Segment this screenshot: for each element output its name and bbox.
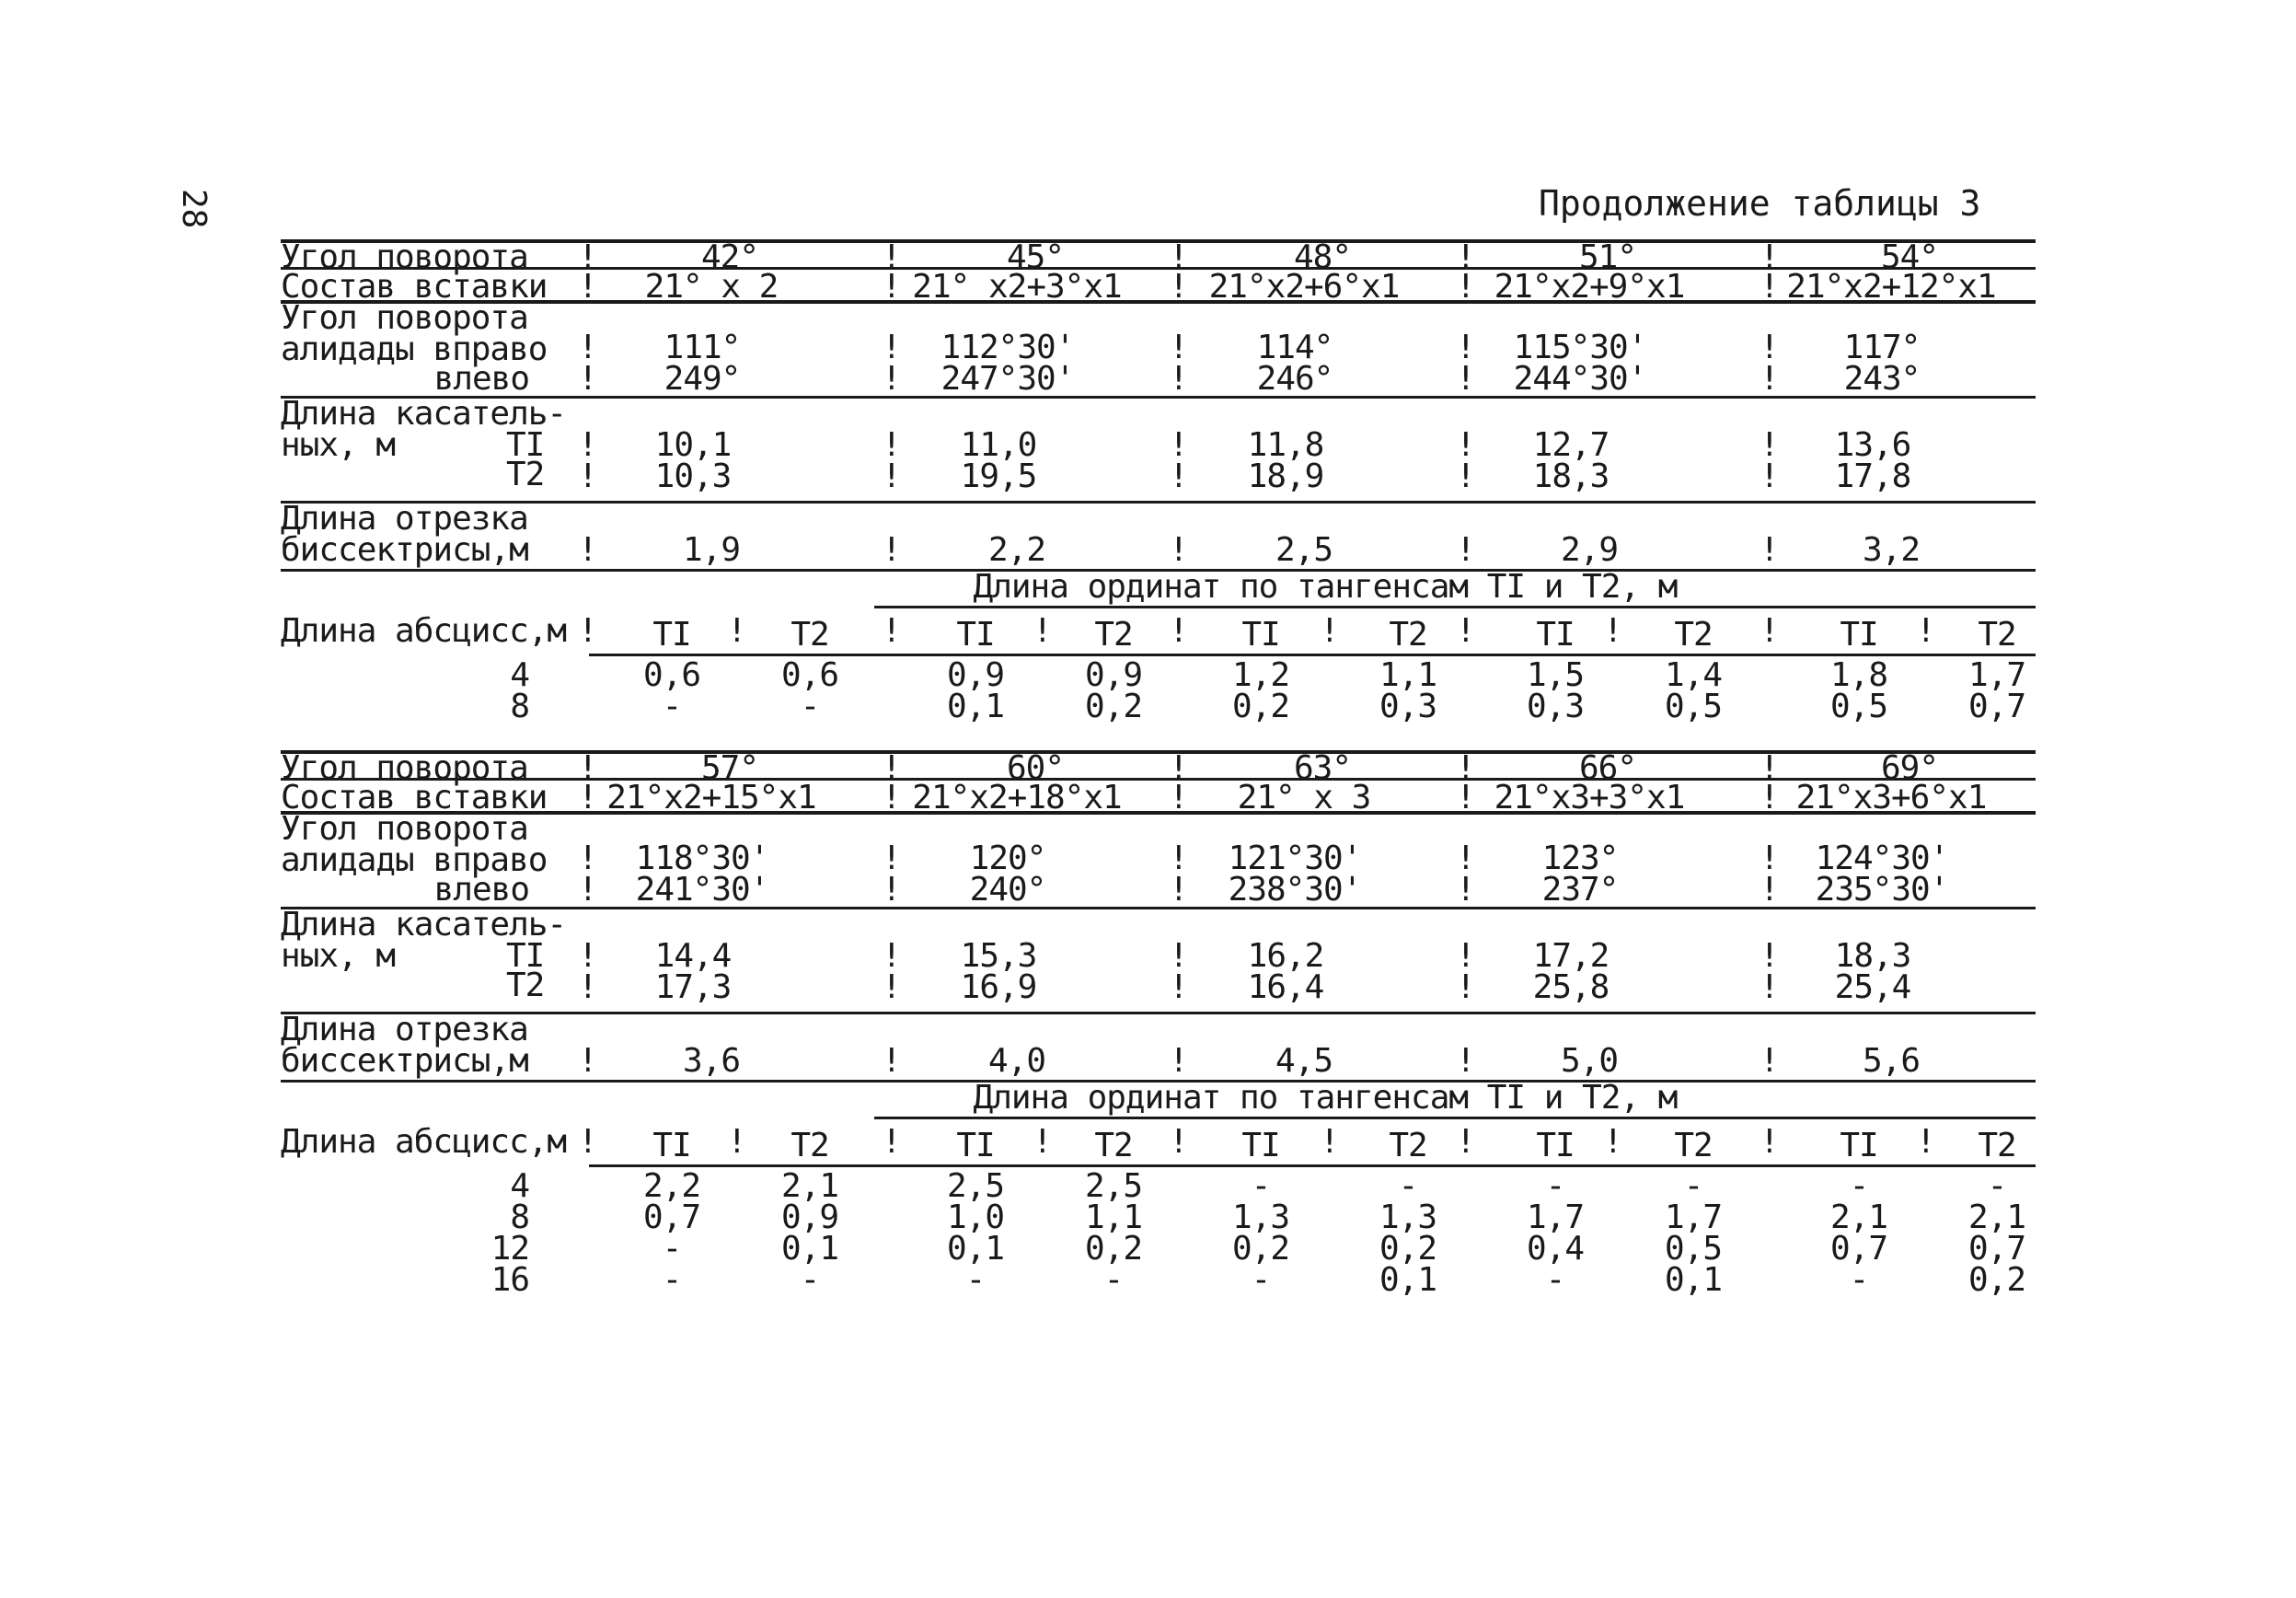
section2-separator: ! [882, 1123, 901, 1161]
section2-separator: ! [578, 779, 597, 816]
section1-separator: ! [1456, 531, 1475, 569]
section2-separator: ! [1456, 937, 1475, 975]
section2-subheader-t1: TI [1840, 1127, 1878, 1164]
section2-alidade-right-cell: 123° [1541, 840, 1619, 877]
section1-separator: ! [1456, 426, 1475, 464]
section1-separator: ! [578, 238, 597, 276]
section2-separator: ! [882, 871, 901, 909]
section1-separator: ! [1456, 457, 1475, 495]
section2-ordinate-t1-cell: - [965, 1261, 986, 1299]
section1-separator: ! [578, 360, 597, 398]
section2-alidade-right-cell: 121°30' [1228, 840, 1362, 877]
section1-separator: ! [1169, 612, 1188, 650]
section1-bisector-cell: 3,2 [1862, 531, 1921, 569]
section1-separator: ! [578, 268, 597, 306]
section2-label-tangent-units: ных, м [281, 937, 396, 975]
section1-ordinate-t1-cell: 0,3 [1526, 688, 1585, 725]
section1-separator: ! [1759, 360, 1779, 398]
section2-separator: ! [1759, 871, 1779, 909]
section2-label-t2: T2 [506, 967, 545, 1004]
section2-separator: ! [1759, 840, 1779, 877]
section1-separator: ! [1759, 426, 1779, 464]
section2-ordinate-t1-cell: 1,0 [946, 1198, 1005, 1236]
section2-separator: ! [1169, 749, 1188, 787]
section2-separator: ! [1456, 1123, 1475, 1161]
section1-separator: ! [1759, 612, 1779, 650]
section2-tangent-t1-cell: 16,2 [1247, 937, 1324, 975]
section1-separator: ! [1759, 457, 1779, 495]
section1-insert-cell: 21°x2+9°x1 [1494, 268, 1685, 306]
section2-label-bisector: Длина отрезка [281, 1011, 528, 1048]
section1-line-ordinates [874, 606, 2036, 608]
section1-subheader-t1: TI [1840, 616, 1878, 654]
section2-ordinate-t1-cell: 2,5 [946, 1167, 1005, 1205]
section1-abscissa-value: 8 [510, 688, 529, 725]
section2-ordinate-t1-cell: 2,2 [642, 1167, 701, 1205]
section2-tangent-t1-cell: 14,4 [654, 937, 732, 975]
section2-subheader-t2: T2 [790, 1127, 829, 1164]
section2-ordinate-t1-cell: - [1849, 1261, 1869, 1299]
section2-separator: ! [727, 1123, 746, 1161]
section2-ordinate-t1-cell: 0,2 [1231, 1230, 1290, 1268]
section1-ordinate-t1-cell: - [662, 688, 682, 725]
section1-separator: ! [1169, 426, 1188, 464]
section1-angle-cell: 45° [1006, 238, 1065, 276]
section2-separator: ! [578, 1123, 597, 1161]
section1-separator: ! [1456, 329, 1475, 366]
section1-insert-cell: 21° x2+3°x1 [912, 268, 1122, 306]
section1-alidade-right-cell: 114° [1256, 329, 1333, 366]
section2-ordinate-t2-cell: 0,5 [1664, 1230, 1723, 1268]
section1-label-alidade-right: алидады вправо [281, 330, 548, 368]
section2-ordinate-t2-cell: - [1987, 1167, 2007, 1205]
section1-separator: ! [578, 531, 597, 569]
section1-separator: ! [1169, 268, 1188, 306]
section2-separator: ! [578, 749, 597, 787]
section1-tangent-t2-cell: 17,8 [1834, 457, 1911, 495]
section1-alidade-right-cell: 112°30' [940, 329, 1075, 366]
section2-alidade-right-cell: 120° [969, 840, 1046, 877]
section2-separator: ! [882, 779, 901, 816]
section1-angle-cell: 42° [700, 238, 759, 276]
section2-separator: ! [1759, 1042, 1779, 1080]
section2-insert-cell: 21°x2+15°x1 [606, 779, 816, 816]
section1-label-t1: TI [506, 426, 545, 464]
section2-ordinate-t1-cell: - [1251, 1167, 1271, 1205]
section1-separator: ! [1456, 360, 1475, 398]
section1-ordinate-t2-cell: 0,3 [1379, 688, 1437, 725]
section1-separator: ! [882, 457, 901, 495]
section2-abscissa-value: 8 [510, 1198, 529, 1236]
section2-ordinate-t2-cell: - [1398, 1167, 1418, 1205]
section1-separator: ! [1456, 612, 1475, 650]
section2-separator: ! [1759, 779, 1779, 816]
section2-tangent-t1-cell: 15,3 [960, 937, 1037, 975]
section1-alidade-left-cell: 244°30' [1513, 360, 1647, 398]
section2-label-alidade-right: алидады вправо [281, 841, 548, 879]
section2-insert-cell: 21°x2+18°x1 [912, 779, 1122, 816]
section2-separator: ! [1759, 1123, 1779, 1161]
section2-separator: ! [578, 937, 597, 975]
section1-ordinate-t2-cell: 1,1 [1379, 656, 1437, 694]
section1-alidade-right-cell: 115°30' [1513, 329, 1647, 366]
section2-line-tangent [281, 1012, 2036, 1014]
section1-alidade-right-cell: 111° [663, 329, 741, 366]
section2-subheader-t2: T2 [1094, 1127, 1133, 1164]
section1-ordinate-t1-cell: 1,8 [1829, 656, 1888, 694]
section2-ordinate-t1-cell: - [1849, 1167, 1869, 1205]
section1-separator: ! [578, 612, 597, 650]
section2-separator: ! [1759, 968, 1779, 1006]
section1-tangent-t1-cell: 12,7 [1532, 426, 1610, 464]
section2-separator: ! [882, 1042, 901, 1080]
section1-separator: ! [578, 426, 597, 464]
section2-subheader-t1: TI [1536, 1127, 1575, 1164]
section1-separator: ! [882, 612, 901, 650]
section1-tangent-t2-cell: 10,3 [654, 457, 732, 495]
section2-separator: ! [1456, 1042, 1475, 1080]
section1-ordinate-t2-cell: - [800, 688, 820, 725]
section1-ordinate-t2-cell: 0,6 [780, 656, 839, 694]
section1-line-tangent [281, 501, 2036, 504]
section1-alidade-left-cell: 246° [1256, 360, 1333, 398]
section2-separator: ! [1456, 871, 1475, 909]
section2-bisector-cell: 3,6 [682, 1042, 741, 1080]
section1-separator: ! [1759, 329, 1779, 366]
section2-separator: ! [1759, 937, 1779, 975]
section1-separator: ! [1169, 238, 1188, 276]
section1-separator: ! [882, 531, 901, 569]
section1-ordinate-t1-cell: 0,6 [642, 656, 701, 694]
section1-subheader-t1: TI [652, 616, 691, 654]
section1-separator: ! [1320, 612, 1339, 650]
section1-separator: ! [1033, 612, 1052, 650]
section2-label-turn-angle: Угол поворота [281, 749, 528, 787]
section2-label-abscissa: Длина абсцисс,м [281, 1123, 567, 1161]
section2-ordinate-t2-cell: 0,2 [1967, 1261, 2026, 1299]
section2-alidade-right-cell: 124°30' [1815, 840, 1949, 877]
section1-tangent-t1-cell: 13,6 [1834, 426, 1911, 464]
section1-ordinate-t2-cell: 0,2 [1084, 688, 1143, 725]
section2-ordinate-t2-cell: 0,1 [1379, 1261, 1437, 1299]
section2-tangent-t2-cell: 25,8 [1532, 968, 1610, 1006]
section1-ordinate-t2-cell: 1,4 [1664, 656, 1723, 694]
page-number: 28 [175, 189, 213, 229]
section1-label-tangent: Длина касатель- [281, 395, 567, 433]
section2-ordinates-title: Длина ординат по тангенсам TI и T2, м [973, 1079, 1678, 1117]
section2-separator: ! [1169, 1123, 1188, 1161]
section2-separator: ! [1169, 968, 1188, 1006]
section1-label-bisector: Длина отрезка [281, 500, 528, 538]
section2-separator: ! [882, 840, 901, 877]
section2-bisector-cell: 5,6 [1862, 1042, 1921, 1080]
section1-separator: ! [1169, 360, 1188, 398]
section2-alidade-left-cell: 240° [969, 871, 1046, 909]
section2-tangent-t2-cell: 16,4 [1247, 968, 1324, 1006]
section1-angle-cell: 51° [1578, 238, 1637, 276]
section1-ordinate-t1-cell: 1,5 [1526, 656, 1585, 694]
section1-subheader-t1: TI [956, 616, 995, 654]
section2-alidade-left-cell: 235°30' [1815, 871, 1949, 909]
section1-label-alidade-left: влево [433, 360, 529, 398]
section1-bisector-cell: 2,9 [1560, 531, 1619, 569]
section1-tangent-t2-cell: 18,9 [1247, 457, 1324, 495]
section1-separator: ! [1169, 329, 1188, 366]
section1-separator: ! [578, 329, 597, 366]
section1-subheader-t1: TI [1536, 616, 1575, 654]
section2-angle-cell: 60° [1006, 749, 1065, 787]
section2-ordinate-t1-cell: - [662, 1261, 682, 1299]
section2-ordinate-t1-cell: - [1545, 1261, 1565, 1299]
section2-ordinate-t2-cell: 0,9 [780, 1198, 839, 1236]
section2-ordinate-t2-cell: 2,5 [1084, 1167, 1143, 1205]
section2-alidade-left-cell: 238°30' [1228, 871, 1362, 909]
section2-insert-cell: 21°x3+3°x1 [1494, 779, 1685, 816]
section2-bisector-cell: 5,0 [1560, 1042, 1619, 1080]
section1-alidade-left-cell: 249° [663, 360, 741, 398]
section2-abscissa-value: 4 [510, 1167, 529, 1205]
section1-tangent-t1-cell: 11,0 [960, 426, 1037, 464]
section1-ordinates-title: Длина ординат по тангенсам TI и T2, м [973, 568, 1678, 606]
section1-subheader-t2: T2 [790, 616, 829, 654]
section2-angle-cell: 63° [1293, 749, 1352, 787]
section2-ordinate-t2-cell: 2,1 [1967, 1198, 2026, 1236]
section2-subheader-t1: TI [1241, 1127, 1280, 1164]
section1-ordinate-t1-cell: 0,1 [946, 688, 1005, 725]
section1-separator: ! [882, 360, 901, 398]
section2-separator: ! [1169, 871, 1188, 909]
section1-label-tangent-units: ных, м [281, 426, 396, 464]
section2-ordinate-t1-cell: - [662, 1230, 682, 1268]
section2-angle-cell: 69° [1880, 749, 1939, 787]
section1-separator: ! [1759, 238, 1779, 276]
section2-tangent-t2-cell: 17,3 [654, 968, 732, 1006]
section2-ordinate-t2-cell: 1,3 [1379, 1198, 1437, 1236]
section2-ordinate-t1-cell: 0,4 [1526, 1230, 1585, 1268]
section1-separator: ! [882, 426, 901, 464]
section2-label-alidade-left: влево [433, 871, 529, 909]
section1-tangent-t1-cell: 10,1 [654, 426, 732, 464]
section1-subheader-t2: T2 [1674, 616, 1713, 654]
section2-angle-cell: 66° [1578, 749, 1637, 787]
section2-ordinate-t2-cell: 2,1 [780, 1167, 839, 1205]
section2-ordinate-t2-cell: - [800, 1261, 820, 1299]
section2-ordinate-t1-cell: 0,1 [946, 1230, 1005, 1268]
section1-separator: ! [578, 457, 597, 495]
section1-insert-cell: 21° x 2 [644, 268, 779, 306]
section2-insert-cell: 21° x 3 [1237, 779, 1371, 816]
section2-ordinate-t2-cell: 1,7 [1664, 1198, 1723, 1236]
section2-label-insert: Состав вставки [281, 779, 548, 816]
section2-abscissa-value: 16 [490, 1261, 529, 1299]
section1-subheader-t2: T2 [1094, 616, 1133, 654]
section1-label-t2: T2 [506, 456, 545, 493]
section1-bisector-cell: 2,5 [1275, 531, 1333, 569]
section2-separator: ! [1033, 1123, 1052, 1161]
section1-insert-cell: 21°x2+12°x1 [1786, 268, 1996, 306]
section1-tangent-t1-cell: 11,8 [1247, 426, 1324, 464]
section1-separator: ! [882, 268, 901, 306]
section1-ordinate-t1-cell: 0,5 [1829, 688, 1888, 725]
section2-separator: ! [1603, 1123, 1622, 1161]
section2-separator: ! [1169, 779, 1188, 816]
section1-angle-cell: 48° [1293, 238, 1352, 276]
section1-label-abscissa: Длина абсцисс,м [281, 612, 567, 650]
section1-label-alidade: Угол поворота [281, 299, 528, 337]
section2-tangent-t1-cell: 17,2 [1532, 937, 1610, 975]
section2-separator: ! [1456, 840, 1475, 877]
section2-separator: ! [1456, 749, 1475, 787]
section2-insert-cell: 21°x3+6°x1 [1795, 779, 1987, 816]
section2-angle-cell: 57° [700, 749, 759, 787]
section1-label-bisector-2: биссектрисы,м [281, 531, 528, 569]
section1-separator: ! [1916, 612, 1935, 650]
section2-bisector-cell: 4,5 [1275, 1042, 1333, 1080]
section2-ordinate-t2-cell: - [1103, 1261, 1124, 1299]
section2-ordinate-t2-cell: 0,1 [780, 1230, 839, 1268]
section2-label-bisector-2: биссектрисы,м [281, 1042, 528, 1080]
section1-abscissa-value: 4 [510, 656, 529, 694]
section1-separator: ! [1456, 268, 1475, 306]
section2-ordinate-t1-cell: - [1545, 1167, 1565, 1205]
section1-separator: ! [727, 612, 746, 650]
section2-ordinate-t1-cell: 2,1 [1829, 1198, 1888, 1236]
section2-separator: ! [1759, 749, 1779, 787]
section2-alidade-right-cell: 118°30' [635, 840, 769, 877]
section1-alidade-left-cell: 243° [1843, 360, 1921, 398]
section2-abscissa-value: 12 [490, 1230, 529, 1268]
section2-label-alidade: Угол поворота [281, 810, 528, 848]
section1-separator: ! [1759, 268, 1779, 306]
section1-bisector-cell: 1,9 [682, 531, 741, 569]
section2-ordinate-t2-cell: 1,1 [1084, 1198, 1143, 1236]
section2-ordinate-t2-cell: 0,2 [1379, 1230, 1437, 1268]
section1-label-insert: Состав вставки [281, 268, 548, 306]
section2-separator: ! [1169, 1042, 1188, 1080]
section2-subheader-t2: T2 [1389, 1127, 1427, 1164]
section2-label-t1: TI [506, 937, 545, 975]
section2-separator: ! [1320, 1123, 1339, 1161]
section2-separator: ! [1169, 840, 1188, 877]
table-continuation-title: Продолжение таблицы 3 [1539, 183, 1981, 224]
section2-subheader-t1: TI [956, 1127, 995, 1164]
section2-ordinate-t2-cell: 0,2 [1084, 1230, 1143, 1268]
section1-ordinate-t1-cell: 1,2 [1231, 656, 1290, 694]
section2-subheader-t1: TI [652, 1127, 691, 1164]
section2-separator: ! [578, 840, 597, 877]
section2-tangent-t2-cell: 16,9 [960, 968, 1037, 1006]
section2-tangent-t1-cell: 18,3 [1834, 937, 1911, 975]
section2-separator: ! [1456, 968, 1475, 1006]
section1-subheader-t1: TI [1241, 616, 1280, 654]
section2-subheader-t2: T2 [1674, 1127, 1713, 1164]
section2-separator: ! [882, 968, 901, 1006]
section1-ordinate-t2-cell: 0,7 [1967, 688, 2026, 725]
section2-separator: ! [882, 749, 901, 787]
section1-subheader-t2: T2 [1389, 616, 1427, 654]
section2-label-tangent: Длина касатель- [281, 906, 567, 944]
section2-separator: ! [1169, 937, 1188, 975]
section2-alidade-left-cell: 237° [1541, 871, 1619, 909]
section2-alidade-left-cell: 241°30' [635, 871, 769, 909]
section2-subheader-t2: T2 [1978, 1127, 2016, 1164]
section2-ordinate-t1-cell: 1,7 [1526, 1198, 1585, 1236]
section1-ordinate-t2-cell: 1,7 [1967, 656, 2026, 694]
section2-separator: ! [578, 1042, 597, 1080]
section1-insert-cell: 21°x2+6°x1 [1208, 268, 1400, 306]
section2-ordinate-t1-cell: 0,7 [1829, 1230, 1888, 1268]
section1-separator: ! [1169, 531, 1188, 569]
section2-ordinate-t1-cell: 1,3 [1231, 1198, 1290, 1236]
section1-separator: ! [1759, 531, 1779, 569]
section1-separator: ! [1169, 457, 1188, 495]
section2-ordinate-t1-cell: - [1251, 1261, 1271, 1299]
section1-alidade-right-cell: 117° [1843, 329, 1921, 366]
section1-ordinate-t2-cell: 0,9 [1084, 656, 1143, 694]
section2-ordinate-t2-cell: 0,7 [1967, 1230, 2026, 1268]
section2-separator: ! [578, 968, 597, 1006]
section1-angle-cell: 54° [1880, 238, 1939, 276]
section1-ordinate-t2-cell: 0,5 [1664, 688, 1723, 725]
section2-separator: ! [882, 937, 901, 975]
section2-bisector-cell: 4,0 [987, 1042, 1046, 1080]
section2-ordinate-t2-cell: 0,1 [1664, 1261, 1723, 1299]
section2-separator: ! [578, 871, 597, 909]
section1-ordinate-t1-cell: 0,9 [946, 656, 1005, 694]
section1-alidade-left-cell: 247°30' [940, 360, 1075, 398]
section2-ordinate-t2-cell: - [1683, 1167, 1703, 1205]
section1-tangent-t2-cell: 18,3 [1532, 457, 1610, 495]
section2-tangent-t2-cell: 25,4 [1834, 968, 1911, 1006]
section2-separator: ! [1916, 1123, 1935, 1161]
section1-tangent-t2-cell: 19,5 [960, 457, 1037, 495]
section2-ordinate-t1-cell: 0,7 [642, 1198, 701, 1236]
section1-ordinate-t1-cell: 0,2 [1231, 688, 1290, 725]
section1-bisector-cell: 2,2 [987, 531, 1046, 569]
section2-separator: ! [1456, 779, 1475, 816]
section1-separator: ! [1456, 238, 1475, 276]
section1-separator: ! [882, 238, 901, 276]
section1-separator: ! [882, 329, 901, 366]
section1-separator: ! [1603, 612, 1622, 650]
section1-label-turn-angle: Угол поворота [281, 238, 528, 276]
section1-subheader-t2: T2 [1978, 616, 2016, 654]
section2-line-ordinates [874, 1117, 2036, 1119]
